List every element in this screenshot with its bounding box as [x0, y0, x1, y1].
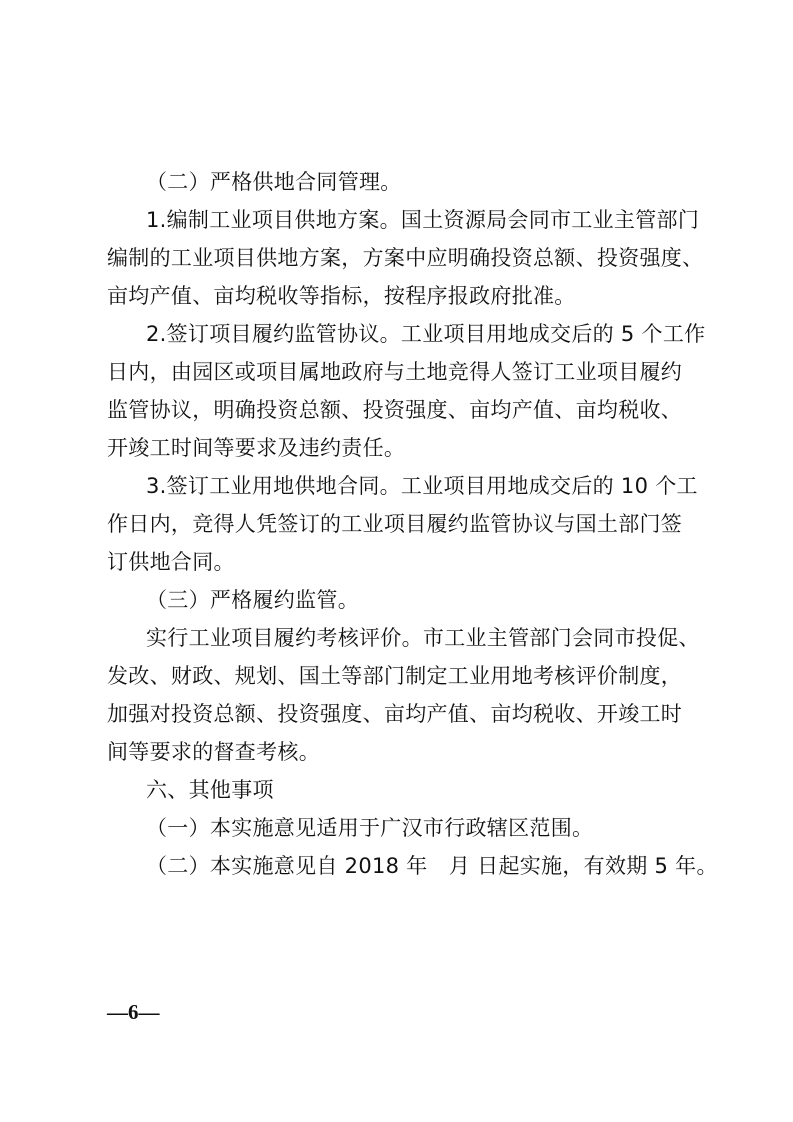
paragraph-line: 订供地合同。 — [107, 550, 235, 574]
paragraph-line: 发改、财政、规划、国土等部门制定工业用地考核评价制度， — [107, 664, 683, 688]
paragraph-line: 加强对投资总额、投资强度、亩均产值、亩均税收、开竣工时 — [107, 702, 683, 726]
subsection-heading-2: （二）严格供地合同管理。 — [146, 170, 402, 194]
subsection-heading-3: （三）严格履约监管。 — [146, 588, 359, 612]
paragraph-line: 亩均产值、亩均税收等指标，按程序报政府批准。 — [107, 284, 576, 308]
paragraph-line: 实行工业项目履约考核评价。市工业主管部门会同市投促、 — [146, 626, 700, 650]
paragraph-line: 间等要求的督查考核。 — [107, 740, 320, 764]
paragraph-line: （一）本实施意见适用于广汉市行政辖区范围。 — [146, 816, 594, 840]
page-number: —6— — [107, 1000, 160, 1024]
paragraph-line: 2.签订项目履约监管协议。工业项目用地成交后的 5 个工作 — [146, 322, 706, 346]
paragraph-line: 编制的工业项目供地方案，方案中应明确投资总额、投资强度、 — [107, 246, 704, 270]
paragraph-line: 1.编制工业项目供地方案。国土资源局会同市工业主管部门 — [146, 208, 700, 232]
paragraph-line: 3.签订工业用地供地合同。工业项目用地成交后的 10 个工 — [146, 474, 698, 498]
paragraph-line: 日内，由园区或项目属地政府与土地竞得人签订工业项目履约 — [107, 360, 683, 384]
paragraph-line: 作日内，竞得人凭签订的工业项目履约监管协议与国土部门签 — [107, 512, 683, 536]
paragraph-line: （二）本实施意见自 2018 年 月 日起实施，有效期 5 年。 — [146, 854, 718, 878]
paragraph-line: 开竣工时间等要求及违约责任。 — [107, 436, 406, 460]
paragraph-line: 监管协议，明确投资总额、投资强度、亩均产值、亩均税收、 — [107, 398, 683, 422]
section-heading-6: 六、其他事项 — [146, 778, 274, 802]
